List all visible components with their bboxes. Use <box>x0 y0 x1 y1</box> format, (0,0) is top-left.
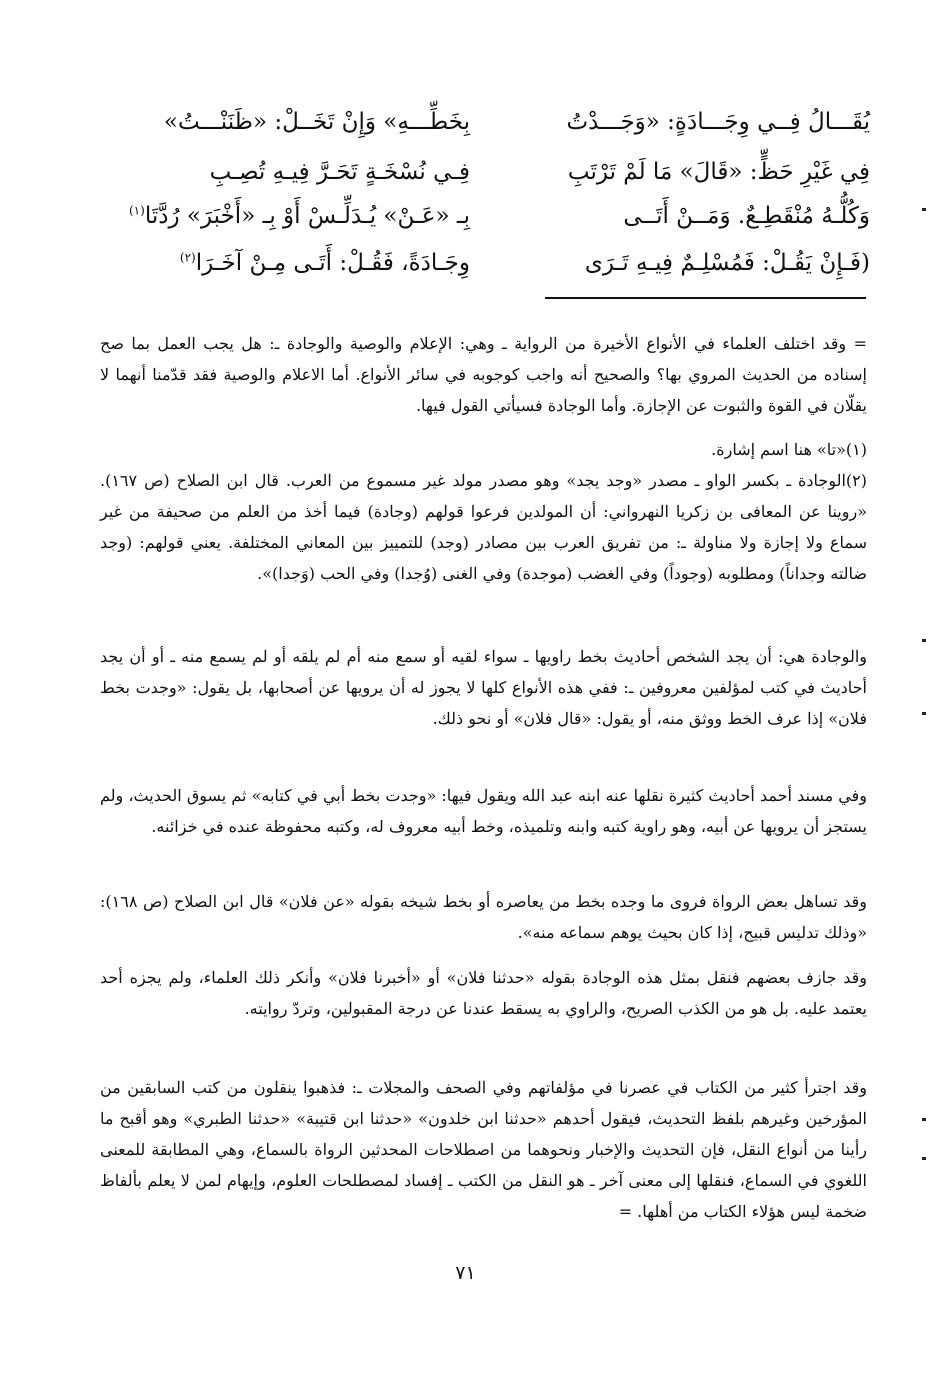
verse-second-hemistich <box>100 191 470 241</box>
note-paragraph <box>100 641 867 734</box>
page-number: ٧١ <box>455 1262 476 1284</box>
note-paragraph <box>100 886 867 948</box>
note-paragraph <box>100 780 867 842</box>
margin-speck <box>922 1118 926 1121</box>
paragraph-text: وقد جازف بعضهم فنقل بمثل هذه الوجادة بقوله «حدثنا فلان» أو «أخبرنا فلان» وأنكر ذلك العلماء، ولم يجزه أحد يعتمد عليه. بل هو من الكذب الصريح، والراوي به يسقط عندنا عن درجة المقبولين، وتردّ روايته. <box>100 968 867 1018</box>
verse-line <box>100 97 870 147</box>
margin-speck <box>922 639 926 642</box>
margin-speck <box>922 712 926 715</box>
footnote-number: (٢) <box>845 471 868 490</box>
verse-text: وِجَـادَةً، فَقُـلْ: أَتَـى مِـنْ آخَـرَا <box>195 250 470 276</box>
footnote-text: الوجادة ـ بكسر الواو ـ مصدر «وجد يجد» وهو مصدر مولد غير مسموع من العرب. قال ابن الصلاح (ص ١٦٧). «روينا عن المعافى بن زكريا النهرواني: أن المولدين فرعوا قولهم (وجادة) فيما أخذ من العلم من صحيفة من غير سماع ولا إجازة ولا مناولة ـ: من تفريق العرب بين مصادر (وجد) للتمييز بين المعاني المختلفة. يعني قولهم: (وجد ضالته وجداناً) ومطلوبه (وجوداً) وفي الغضب (موجدة) وفي الغنى (وُجدا) وفي الحب (وَجدا)». <box>100 471 868 583</box>
footnote-number: (١) <box>845 440 867 459</box>
continued-note <box>100 328 867 421</box>
note-paragraph <box>100 1072 867 1227</box>
verse-text: بِـ «عَـنْ» يُـدَلِّـسْ أَوْ بِـ «أَخْبَرَ» رُدَّتَا <box>144 203 470 229</box>
footnote-marker: (١) <box>128 203 145 218</box>
footnote-2 <box>100 465 867 589</box>
verse-first-hemistich: فِي غَيْرِ حَظٍّ: «قَالَ» مَا لَمْ تَرْتَبِ <box>567 159 870 185</box>
verse-second-hemistich: بِخَطِّـــهِ» وَإِنْ تَخَــلْ: «ظَنَنْـــتُ» <box>163 109 470 135</box>
margin-speck <box>922 208 926 211</box>
footnote-marker: (٢) <box>179 250 196 265</box>
note-paragraph <box>100 962 867 1024</box>
verse-line <box>100 191 870 241</box>
footnote-text: «تا» هنا اسم إشارة. <box>711 440 846 459</box>
verse-first-hemistich: وَكُلُّـهُ مُنْقَطِـعٌ. وَمَــنْ أَتَــى <box>623 203 870 229</box>
continued-note-text: = وقد اختلف العلماء في الأنواع الأخيرة من الرواية ـ وهي: الإعلام والوصية والوجادة ـ: هل يجب العمل بما صح إسناده من الحديث المروي بها؟ والصحيح أنه واجب كوجوبه في سائر الأنواع. أما الاعلام والوصية فقد قدّمنا أنهما لا يقلّان في القوة والثبوت عن الإجازة. وأما الوجادة فسيأتي القول فيها. <box>100 334 868 415</box>
paragraph-text: وقد تساهل بعض الرواة فروى ما وجده بخط من يعاصره أو بخط شيخه بقوله «عن فلان» قال ابن الصلاح (ص ١٦٨): «وذلك تدليس قبيح، إذا كان بحيث يوهم سماعه منه». <box>100 892 867 942</box>
paragraph-text: وفي مسند أحمد أحاديث كثيرة نقلها عنه ابنه عبد الله ويقول فيها: «وجدت بخط أبي في كتابه» ثم يسوق الحديث، ولم يستجز أن يرويها عن أبيه، وهو راوية كتبه وابنه وتلميذه، وخط أبيه معروف له، وكتبه محفوظة عنده في خزائنه. <box>100 786 867 836</box>
verse-second-hemistich <box>100 238 470 288</box>
verse-first-hemistich: (فَـإِنْ يَقُـلْ: فَمُسْلِـمٌ فِيـهِ تَـرَى <box>584 250 870 276</box>
verse-second-hemistich: فِـي نُسْخَـةٍ تَحَـرَّ فِيـهِ تُصِـبِ <box>209 159 470 185</box>
footnote-separator-rule <box>545 297 866 299</box>
verse-line <box>100 147 870 197</box>
paragraph-text: وقد اجترأ كثير من الكتاب في عصرنا في مؤلفاتهم وفي الصحف والمجلات ـ: فذهبوا ينقلون من كتب السابقين من المؤرخين وغيرهم بلفظ التحديث، فيقول أحدهم «حدثنا ابن خلدون» «حدثنا ابن قتيبة» «حدثنا الطبري» وهو أقبح ما رأينا من أنواع النقل، فإن التحديث والإخبار ونحوهما من اصطلاحات المحدثين الرواة بالسماع، وهي المطابقة للمعنى اللغوي في السماع، فنقلها إلى معنى آخر ـ هو النقل من الكتب ـ إفساد لمصطلحات العلوم، وإيهام لمن لا يعلم بألفاظ ضخمة ليس هؤلاء الكتاب من أهلها. = <box>100 1078 868 1221</box>
paragraph-text: والوجادة هي: أن يجد الشخص أحاديث بخط راويها ـ سواء لقيه أو سمع منه أم لم يلقه أو لم يسمع منه ـ أو أن يجد أحاديث في كتب لمؤلفين معروفين ـ: ففي هذه الأنواع كلها لا يجوز له أن يرويها عن أصحابها، بل يقول: «وجدت بخط فلان» إذا عرف الخط ووثق منه، أو يقول: «قال فلان» أو نحو ذلك. <box>100 647 867 728</box>
verse-line <box>100 238 870 288</box>
margin-speck <box>922 1157 926 1160</box>
footnote-1 <box>100 434 867 465</box>
verse-first-hemistich: يُقَـــالُ فِــي وِجَـــادَةٍ: «وَجَـــدْتُ <box>566 109 870 135</box>
